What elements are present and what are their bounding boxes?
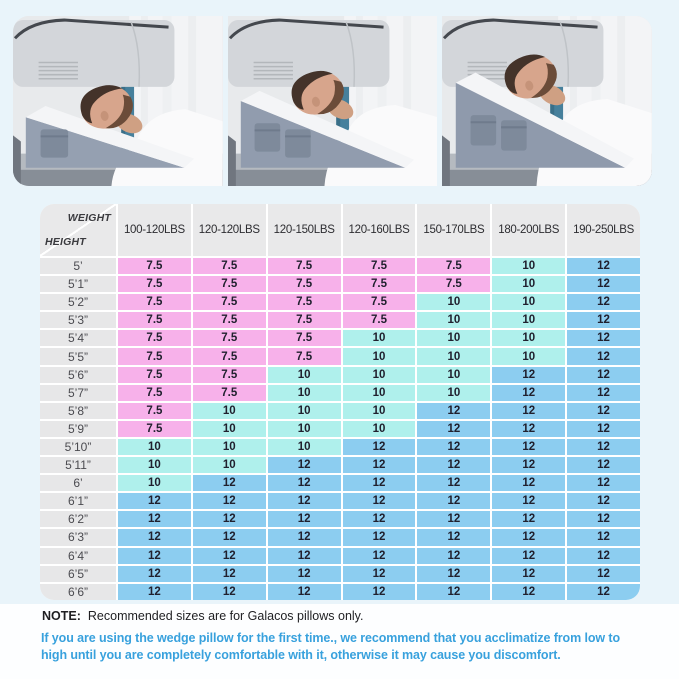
size-cell: 10 [417,294,490,310]
size-cell: 12 [268,493,341,509]
size-cell: 7.5 [118,367,191,383]
size-cell: 12 [492,439,565,455]
height-row-header: 5’2” [40,294,116,310]
size-cell: 12 [492,511,565,527]
size-cell: 7.5 [118,385,191,401]
size-cell: 12 [193,475,266,491]
size-cell: 12 [417,529,490,545]
size-cell: 12 [567,421,640,437]
size-cell: 7.5 [417,258,490,274]
size-cell: 12 [268,457,341,473]
size-cell: 12 [492,529,565,545]
size-cell: 12 [567,367,640,383]
height-row-header: 6’5” [40,566,116,582]
size-cell: 12 [567,493,640,509]
height-row-header: 6’2” [40,511,116,527]
size-cell: 12 [343,529,416,545]
size-cell: 12 [343,475,416,491]
size-cell: 12 [417,475,490,491]
headboard [13,20,174,87]
size-cell: 7.5 [268,258,341,274]
size-cell: 12 [567,511,640,527]
photo-wedge-tall [442,16,652,186]
size-cell: 12 [417,511,490,527]
size-cell: 10 [492,348,565,364]
size-cell: 10 [492,330,565,346]
size-cell: 10 [343,348,416,364]
weight-column-header: 190-250LBS [567,204,640,256]
height-row-header: 5’1” [40,276,116,292]
height-row-header: 5’10” [40,439,116,455]
size-cell: 12 [492,548,565,564]
size-cell: 12 [343,566,416,582]
size-cell: 12 [417,421,490,437]
size-cell: 12 [417,566,490,582]
size-cell: 12 [492,475,565,491]
note-text: Recommended sizes are for Galacos pillows only. [87,609,364,623]
size-cell: 12 [118,566,191,582]
height-row-header: 5’3” [40,312,116,328]
size-cell: 12 [193,511,266,527]
weight-column-header: 120-120LBS [193,204,266,256]
photo-wedge-medium [228,16,438,186]
height-row-header: 6’1” [40,493,116,509]
size-cell: 12 [417,584,490,600]
size-cell: 12 [567,457,640,473]
weight-axis-label: WEIGHT [67,212,111,224]
weight-column-header: 180-200LBS [492,204,565,256]
size-cell: 12 [268,584,341,600]
size-cell: 12 [567,385,640,401]
wedge-side-pocket [501,120,527,150]
size-cell: 10 [417,312,490,328]
note-line [42,609,363,623]
size-cell: 10 [343,367,416,383]
size-cell: 10 [417,330,490,346]
height-row-header: 6’6” [40,584,116,600]
size-cell: 12 [417,493,490,509]
size-cell: 12 [343,439,416,455]
size-cell: 12 [343,584,416,600]
size-cell: 7.5 [268,348,341,364]
size-cell: 12 [193,566,266,582]
bed-frame-corner [228,135,236,186]
size-cell: 10 [193,457,266,473]
size-cell: 10 [492,294,565,310]
size-cell: 12 [343,493,416,509]
size-cell: 12 [567,475,640,491]
size-cell: 10 [268,439,341,455]
size-cell: 12 [118,511,191,527]
size-cell: 7.5 [268,276,341,292]
size-cell: 12 [567,330,640,346]
disclaimer-text [41,630,620,663]
size-cell: 12 [417,457,490,473]
size-cell: 7.5 [118,421,191,437]
size-cell: 12 [492,367,565,383]
size-cell: 7.5 [193,276,266,292]
size-cell: 12 [492,385,565,401]
height-row-header: 5’ [40,258,116,274]
size-cell: 12 [567,312,640,328]
size-cell: 7.5 [193,312,266,328]
size-cell: 12 [567,529,640,545]
size-cell: 10 [118,475,191,491]
size-cell: 7.5 [343,312,416,328]
size-cell: 12 [492,403,565,419]
size-cell: 7.5 [193,294,266,310]
size-cell: 10 [193,421,266,437]
size-cell: 7.5 [118,403,191,419]
size-cell: 10 [343,403,416,419]
size-cell: 12 [193,548,266,564]
size-cell: 7.5 [268,312,341,328]
size-cell: 12 [343,548,416,564]
size-cell: 10 [268,385,341,401]
size-cell: 12 [193,529,266,545]
disclaimer-line-2: high until you are completely comfortable with it, otherwise it may cause you discomfort. [41,647,561,662]
size-cell: 10 [268,367,341,383]
size-cell: 7.5 [193,348,266,364]
size-cell: 10 [492,258,565,274]
wedge-side-pocket [41,129,69,157]
size-cell: 12 [118,493,191,509]
size-cell: 7.5 [118,276,191,292]
weight-column-header: 120-160LBS [343,204,416,256]
size-cell: 12 [567,584,640,600]
height-row-header: 5’5” [40,348,116,364]
disclaimer-line-1: If you are using the wedge pillow for the first time., we recommend that you acclimatize from low to [41,631,620,645]
size-cell: 7.5 [268,330,341,346]
size-cell: 12 [567,403,640,419]
wedge-scene-tall-illustration [442,16,652,186]
size-cell: 12 [417,439,490,455]
size-chart-table [40,204,640,600]
size-cell: 12 [118,529,191,545]
size-cell: 12 [492,493,565,509]
table-corner-cell [40,204,116,256]
wedge-side-pocket [285,129,311,157]
size-cell: 10 [118,457,191,473]
height-row-header: 5’6” [40,367,116,383]
size-cell: 10 [343,385,416,401]
size-cell: 10 [417,348,490,364]
size-cell: 7.5 [417,276,490,292]
size-cell: 12 [492,566,565,582]
size-cell: 7.5 [118,294,191,310]
size-cell: 12 [492,584,565,600]
size-cell: 12 [417,548,490,564]
size-cell: 12 [417,403,490,419]
size-cell: 7.5 [118,258,191,274]
size-cell: 10 [417,367,490,383]
wedge-side-pocket [254,123,280,151]
size-cell: 10 [268,403,341,419]
bed-frame-corner [442,135,450,186]
size-cell: 7.5 [118,330,191,346]
size-cell: 12 [492,421,565,437]
height-row-header: 5’11” [40,457,116,473]
size-cell: 7.5 [193,385,266,401]
size-cell: 7.5 [343,276,416,292]
size-cell: 7.5 [193,258,266,274]
wedge-side-pocket [471,115,497,145]
size-cell: 10 [118,439,191,455]
photo-strip [13,16,652,186]
height-row-header: 6’ [40,475,116,491]
size-cell: 12 [343,511,416,527]
size-cell: 7.5 [193,330,266,346]
size-cell: 10 [417,385,490,401]
size-cell: 12 [118,584,191,600]
size-cell: 12 [193,584,266,600]
size-cell: 12 [118,548,191,564]
size-cell: 7.5 [118,348,191,364]
size-cell: 10 [193,403,266,419]
size-cell: 12 [567,439,640,455]
size-cell: 12 [268,548,341,564]
size-cell: 10 [268,421,341,437]
size-cell: 12 [492,457,565,473]
size-cell: 7.5 [343,258,416,274]
height-row-header: 6’3” [40,529,116,545]
size-cell: 12 [268,511,341,527]
size-cell: 7.5 [118,312,191,328]
size-cell: 7.5 [193,367,266,383]
size-cell: 10 [193,439,266,455]
size-cell: 12 [567,566,640,582]
wedge-scene-low-illustration [13,16,223,186]
size-cell: 12 [567,294,640,310]
note-label: NOTE: [42,609,81,623]
weight-column-header: 150-170LBS [417,204,490,256]
weight-column-header: 100-120LBS [118,204,191,256]
size-cell: 12 [268,529,341,545]
height-row-header: 5’8” [40,403,116,419]
size-cell: 12 [567,276,640,292]
size-cell: 12 [343,457,416,473]
size-cell: 10 [492,312,565,328]
size-cell: 10 [343,330,416,346]
size-cell: 7.5 [268,294,341,310]
size-cell: 12 [193,493,266,509]
size-cell: 12 [268,475,341,491]
height-row-header: 5’7” [40,385,116,401]
photo-wedge-low [13,16,223,186]
size-cell: 12 [567,548,640,564]
size-cell: 7.5 [343,294,416,310]
height-row-header: 6’4” [40,548,116,564]
height-axis-label: HEIGHT [45,236,86,248]
wedge-scene-medium-illustration [228,16,438,186]
size-cell: 12 [567,258,640,274]
size-cell: 12 [268,566,341,582]
size-cell: 10 [492,276,565,292]
bed-frame-corner [13,135,21,186]
height-row-header: 5’4” [40,330,116,346]
size-cell: 10 [343,421,416,437]
height-row-header: 5’9” [40,421,116,437]
weight-column-header: 120-150LBS [268,204,341,256]
size-cell: 12 [567,348,640,364]
